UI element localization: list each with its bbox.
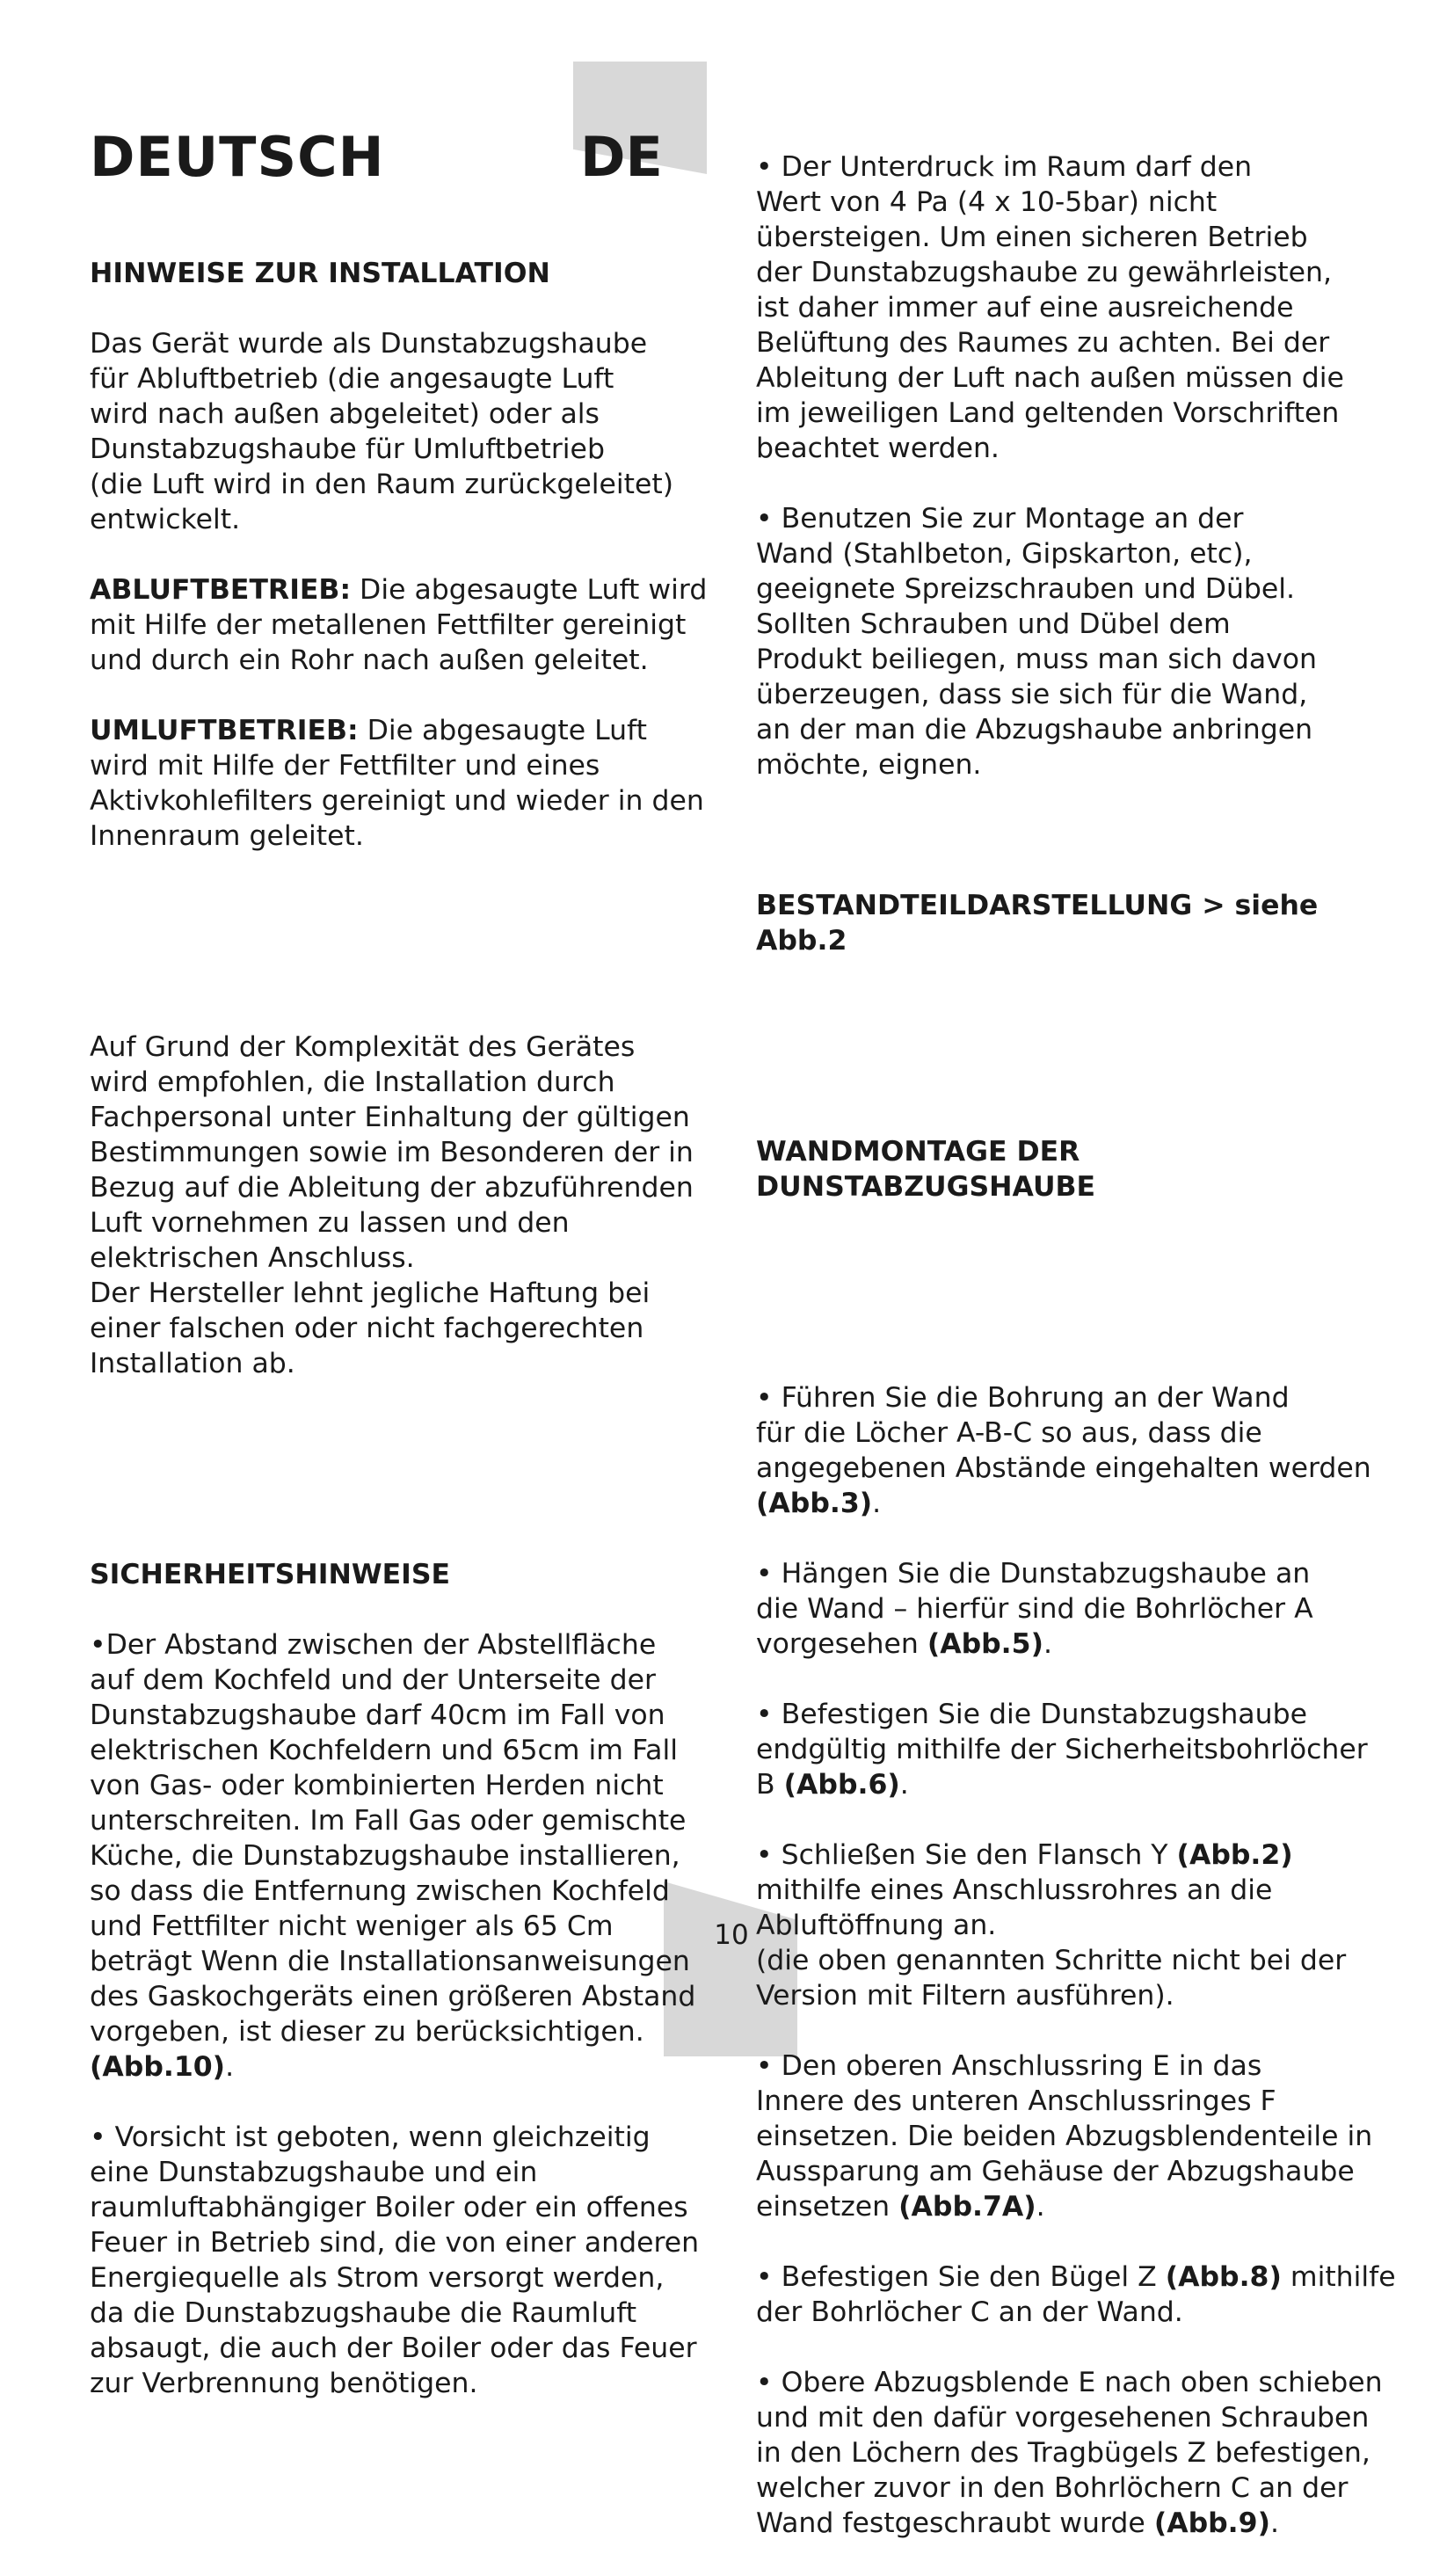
step-drill-ref: (Abb.3)	[756, 1488, 873, 1519]
step-ring-ref: (Abb.7A)	[898, 2191, 1036, 2223]
step-secure-ref: (Abb.6)	[783, 1769, 900, 1801]
language-code: DE	[580, 125, 663, 189]
step-insert-ring	[756, 2048, 1407, 2224]
mounting-paragraph: • Benutzen Sie zur Montage an der Wand (Stahlbeton, Gipskarton, etc), geeignete Spreizschrauben und Dübel. Sollten Schrauben und Dübel dem Produkt beiliegen, muss man sich davon überzeugen, dass sie sich für die Wand, an der man die Abzugshaube anbringen möchte, eignen.	[756, 503, 1317, 781]
step-ring-end: .	[1036, 2191, 1045, 2223]
step-secure-hood	[756, 1697, 1407, 1802]
recirculation-mode-paragraph	[90, 713, 723, 854]
complexity-paragraph: Auf Grund der Komplexität des Gerätes wird empfohlen, die Installation durch Fachpersonal unter Einhaltung der gültigen Bestimmungen sowie im Besonderen der in Bezug auf die Ableitung der abzuführenden Luft vornehmen zu lassen und den elektrischen Anschluss. Der Hersteller lehnt jegliche Haftung bei einer falschen oder nicht fachgerechten Installation ab.	[90, 1031, 694, 1379]
installation-heading: HINWEISE ZUR INSTALLATION	[90, 258, 550, 289]
exhaust-mode-text: Die abgesaugte Luft wird mit Hilfe der metallenen Fettfilter gereinigt und durch ein Rohr nach außen geleitet.	[90, 574, 708, 676]
step-drill-holes	[756, 1380, 1407, 1521]
installation-text: Das Gerät wurde als Dunstabzugshaube für Abluftbetrieb (die angesaugte Luft wird nach außen abgeleitet) oder als Dunstabzugshaube für Umluftbetrieb (die Luft wird in den Raum zurückgeleitet) entwickelt.	[90, 328, 674, 535]
step-secure-end: .	[899, 1769, 909, 1801]
step-bracket-end: mithilfe der Bohrlöcher C an der Wand.	[756, 2261, 1396, 2328]
safety-ref-end: .	[225, 2051, 235, 2083]
language-title: DEUTSCH	[90, 125, 385, 189]
step-secure-text: • Befestigen Sie die Dunstabzugshaube endgültig mithilfe der Sicherheitsbohrlöcher B	[756, 1699, 1368, 1801]
safety-distance-text: •Der Abstand zwischen der Abstellfläche auf dem Kochfeld und der Unterseite der Dunstabzugshaube darf 40cm im Fall von elektrischen Kochfeldern und 65cm im Fall von Gas- oder kombinierten Herden nicht unterschreiten. Im Fall Gas oder gemischte Küche, die Dunstabzugshaube installieren, so dass die Entfernung zwischen Kochfeld und Fettfilter nicht weniger als 65 Cm beträgt Wenn die Installationsanweisungen des Gaskochgeräts einen größeren Abstand vorgeben, ist dieser zu berücksichtigen.	[90, 1629, 696, 2048]
safety-boiler-paragraph: • Vorsicht ist geboten, wenn gleichzeitig eine Dunstabzugshaube und ein raumluftabhängiger Boiler oder ein offenes Feuer in Betrieb sind, die von einer anderen Energiequelle als Strom versorgt werden, da die Dunstabzugshaube die Raumluft absaugt, die auch der Boiler oder das Feuer zur Verbrennung benötigen.	[90, 2121, 700, 2399]
step-cover-end: .	[1269, 2507, 1279, 2539]
step-fix-bracket	[756, 2259, 1407, 2330]
wall-mounting-heading: WANDMONTAGE DER DUNSTABZUGSHAUBE	[756, 1136, 1096, 1203]
step-flange-text: • Schließen Sie den Flansch Y	[756, 1839, 1177, 1871]
step-hang-end: .	[1043, 1628, 1052, 1660]
exhaust-mode-paragraph	[90, 572, 723, 678]
step-ring-text: • Den oberen Anschlussring E in das Innere des unteren Anschlussringes F einsetzen. Die beiden Abzugsblendenteile in Aussparung am Gehäuse der Abzugshaube einsetzen	[756, 2050, 1373, 2223]
safety-heading: SICHERHEITSHINWEISE	[90, 1559, 451, 1590]
step-flange-end: mithilfe eines Anschlussrohres an die Abluftöffnung an. (die oben genannten Schritte nicht bei der Version mit Filtern ausführen).	[756, 1874, 1347, 2012]
exhaust-mode-label: ABLUFTBETRIEB:	[90, 574, 352, 606]
step-cover-text: • Obere Abzugsblende E nach oben schieben und mit den dafür vorgesehenen Schrauben in den Löchern des Tragbügels Z befestigen, welcher zuvor in den Bohrlöchern C an der Wand festgeschraubt wurde	[756, 2367, 1383, 2539]
step-drill-text: • Führen Sie die Bohrung an der Wand für die Löcher A-B-C so aus, dass die angegebenen Abstände eingehalten werden	[756, 1382, 1371, 1484]
step-hang-text: • Hängen Sie die Dunstabzugshaube an die Wand – hierfür sind die Bohrlöcher A vorgesehen	[756, 1558, 1313, 1660]
step-connect-flange	[756, 1837, 1407, 2013]
safety-distance-paragraph	[90, 1627, 723, 2085]
step-hang-hood	[756, 1556, 1407, 1662]
pressure-paragraph: • Der Unterdruck im Raum darf den Wert von 4 Pa (4 x 10-5bar) nicht übersteigen. Um einen sicheren Betrieb der Dunstabzugshaube zu gewährleisten, ist daher immer auf eine ausreichende Belüftung des Raumes zu achten. Bei der Ableitung der Luft nach außen müssen die im jeweiligen Land geltenden Vorschriften beachtet werden.	[756, 151, 1344, 464]
safety-figure-ref: (Abb.10)	[90, 2051, 226, 2083]
page-number: 10	[714, 1919, 749, 1951]
left-column	[90, 221, 723, 2436]
step-drill-end: .	[872, 1488, 882, 1519]
step-hang-ref: (Abb.5)	[927, 1628, 1043, 1660]
step-slide-cover	[756, 2365, 1407, 2541]
components-heading: BESTANDTEILDARSTELLUNG > siehe Abb.2	[756, 890, 1319, 957]
recirculation-mode-label: UMLUFTBETRIEB:	[90, 715, 359, 746]
step-cover-ref: (Abb.9)	[1153, 2507, 1270, 2539]
recirculation-mode-text: Die abgesaugte Luft wird mit Hilfe der Fettfilter und eines Aktivkohlefilters gereinigt und wieder in den Innenraum geleitet.	[90, 715, 704, 852]
step-bracket-text: • Befestigen Sie den Bügel Z	[756, 2261, 1166, 2293]
step-bracket-ref: (Abb.8)	[1165, 2261, 1282, 2293]
step-flange-ref: (Abb.2)	[1176, 1839, 1293, 1871]
right-column	[756, 114, 1407, 2576]
